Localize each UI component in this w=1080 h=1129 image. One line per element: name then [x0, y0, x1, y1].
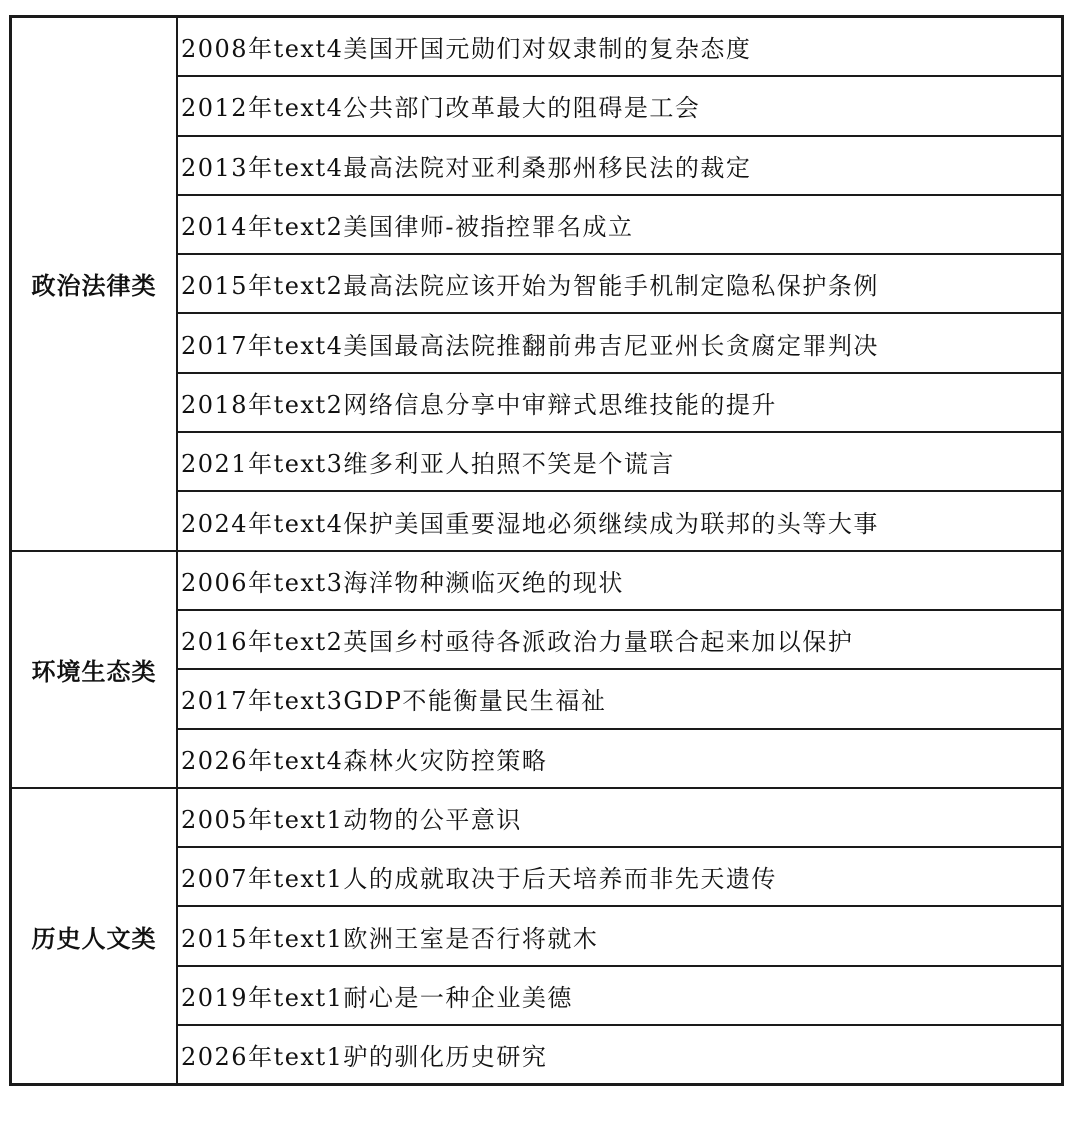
article-entry: 2019年text1耐心是一种企业美德 — [177, 966, 1063, 1025]
article-entry: 2024年text4保护美国重要湿地必须继续成为联邦的头等大事 — [177, 491, 1063, 550]
table-row — [11, 788, 1063, 847]
article-entry: 2017年text3GDP不能衡量民生福祉 — [177, 669, 1063, 728]
article-entry: 2007年text1人的成就取决于后天培养而非先天遗传 — [177, 847, 1063, 906]
article-entry: 2014年text2美国律师-被指控罪名成立 — [177, 195, 1063, 254]
table-row — [11, 551, 1063, 610]
table-row — [11, 17, 1063, 77]
article-entry: 2026年text1驴的驯化历史研究 — [177, 1025, 1063, 1085]
article-entry: 2017年text4美国最高法院推翻前弗吉尼亚州长贪腐定罪判决 — [177, 313, 1063, 372]
category-label: 环境生态类 — [11, 551, 178, 788]
article-entry: 2013年text4最高法院对亚利桑那州移民法的裁定 — [177, 136, 1063, 195]
article-entry: 2015年text2最高法院应该开始为智能手机制定隐私保护条例 — [177, 254, 1063, 313]
category-table — [9, 15, 1064, 1086]
category-label: 政治法律类 — [11, 17, 178, 551]
article-entry: 2008年text4美国开国元勋们对奴隶制的复杂态度 — [177, 17, 1063, 77]
category-label: 历史人文类 — [11, 788, 178, 1085]
article-entry: 2016年text2英国乡村亟待各派政治力量联合起来加以保护 — [177, 610, 1063, 669]
article-entry: 2015年text1欧洲王室是否行将就木 — [177, 906, 1063, 965]
article-entry: 2021年text3维多利亚人拍照不笑是个谎言 — [177, 432, 1063, 491]
article-entry: 2018年text2网络信息分享中审辩式思维技能的提升 — [177, 373, 1063, 432]
article-entry: 2005年text1动物的公平意识 — [177, 788, 1063, 847]
article-entry: 2006年text3海洋物种濒临灭绝的现状 — [177, 551, 1063, 610]
category-table-body — [11, 17, 1063, 1085]
article-entry: 2026年text4森林火灾防控策略 — [177, 729, 1063, 788]
article-entry: 2012年text4公共部门改革最大的阻碍是工会 — [177, 76, 1063, 135]
